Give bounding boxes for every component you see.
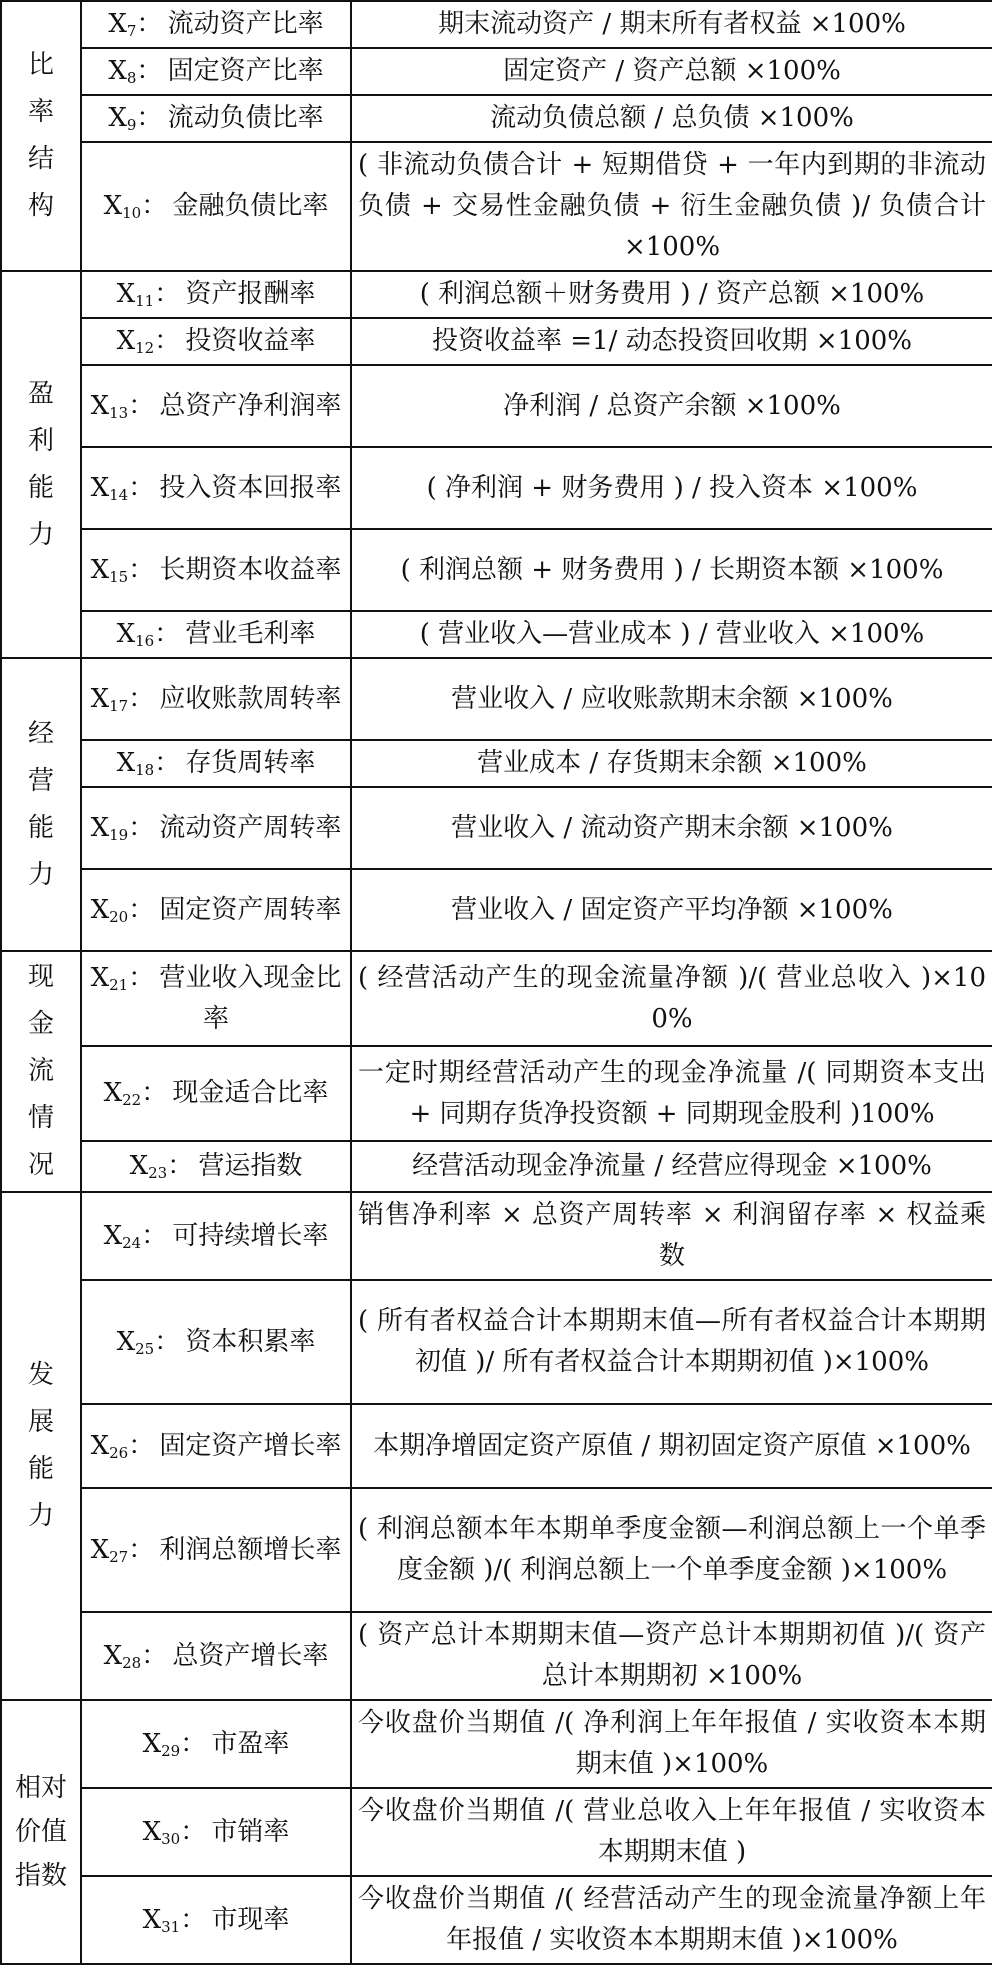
formula-cell: 今收盘价当期值 /( 净利润上年年报值 / 实收资本本期期末值 )×100% [351, 1700, 992, 1788]
indicator-name: 市现率 [211, 1904, 290, 1935]
indicator-name-cell: $X_{23}$： 营运指数 [81, 1141, 351, 1192]
table-row [1, 869, 992, 951]
indicator-name-cell: $X_{10}$： 金融负债比率 [81, 142, 351, 271]
indicator-name: 现金适合比率 [172, 1078, 329, 1109]
table-row [1, 1788, 992, 1876]
indicator-variable: $X_7$ [108, 9, 137, 40]
formula-cell: 本期净增固定资产原值 / 期初固定资产原值 ×100% [351, 1404, 992, 1488]
formula-cell: 净利润 / 总资产余额 ×100% [351, 365, 992, 447]
indicator-variable: $X_{16}$ [116, 619, 155, 650]
indicator-variable: $X_{11}$ [116, 279, 155, 310]
formula-cell: 流动负债总额 / 总负债 ×100% [351, 95, 992, 142]
indicator-name: 流动资产比率 [167, 9, 324, 39]
indicator-name: 流动资产周转率 [159, 812, 342, 843]
indicator-name: 存货周转率 [185, 748, 316, 778]
table-row [1, 1, 992, 48]
indicator-name: 资产报酬率 [185, 279, 316, 309]
table-row [1, 1612, 992, 1700]
formula-cell: 营业收入 / 应收账款期末余额 ×100% [351, 658, 992, 740]
table-row [1, 787, 992, 869]
indicator-variable: $X_{12}$ [116, 326, 155, 357]
category-label: 发展能力 [27, 1360, 54, 1531]
table-row [1, 529, 992, 611]
table-row [1, 48, 992, 95]
indicator-name: 流动负债比率 [167, 103, 324, 133]
indicator-variable: $X_{17}$ [90, 683, 129, 715]
indicator-variable: $X_{31}$ [142, 1904, 181, 1936]
indicator-variable: $X_{30}$ [142, 1816, 181, 1848]
category-label: 现金流情况 [27, 962, 54, 1180]
indicator-name-cell: $X_{13}$： 总资产净利润率 [81, 365, 351, 447]
formula-cell: 销售净利率 × 总资产周转率 × 利润留存率 × 权益乘数 [351, 1192, 992, 1280]
table-row [1, 740, 992, 787]
indicator-name: 应收账款周转率 [159, 683, 342, 714]
indicator-name-cell: $X_{28}$： 总资产增长率 [81, 1612, 351, 1700]
indicator-name: 固定资产比率 [167, 56, 324, 86]
indicator-name: 营业收入现金比率 [159, 962, 342, 1034]
indicator-variable: $X_9$ [108, 103, 137, 134]
indicator-name: 资本积累率 [185, 1326, 316, 1357]
indicator-name: 可持续增长率 [172, 1220, 329, 1251]
formula-cell: 经营活动现金净流量 / 经营应得现金 ×100% [351, 1141, 992, 1192]
indicator-variable: $X_{18}$ [116, 748, 155, 779]
category-cell [1, 271, 81, 658]
indicator-name: 市盈率 [211, 1728, 290, 1759]
table-row [1, 365, 992, 447]
formula-cell: 今收盘价当期值 /( 经营活动产生的现金流量净额上年年报值 / 实收资本本期期末值 )×100% [351, 1876, 992, 1964]
table-row [1, 1404, 992, 1488]
indicator-name-cell: $X_{17}$： 应收账款周转率 [81, 658, 351, 740]
formula-cell: ( 非流动负债合计 + 短期借贷 + 一年内到期的非流动负债 + 交易性金融负债 + 衍生金融负债 )/ 负债合计 ×100% [351, 142, 992, 271]
table-row [1, 1046, 992, 1141]
indicator-name: 投入资本回报率 [159, 472, 342, 503]
indicator-variable: $X_{20}$ [90, 894, 129, 926]
indicator-name-cell: $X_{25}$： 资本积累率 [81, 1280, 351, 1404]
indicator-name-cell: $X_{27}$： 利润总额增长率 [81, 1488, 351, 1612]
indicator-name: 长期资本收益率 [159, 554, 342, 585]
category-cell [1, 1192, 81, 1700]
indicator-name: 固定资产周转率 [159, 894, 342, 925]
table-row [1, 318, 992, 365]
indicator-variable: $X_{26}$ [90, 1430, 129, 1462]
indicator-variable: $X_{19}$ [90, 812, 129, 844]
category-label: 盈利能力 [27, 378, 54, 550]
indicator-variable: $X_{10}$ [103, 191, 142, 222]
category-cell [1, 951, 81, 1192]
indicator-name-cell: $X_{12}$： 投资收益率 [81, 318, 351, 365]
indicator-name-cell: $X_9$： 流动负债比率 [81, 95, 351, 142]
indicator-variable: $X_{27}$ [90, 1534, 129, 1566]
table-row [1, 1876, 992, 1964]
category-cell [1, 1, 81, 271]
category-label: 比率结构 [27, 50, 54, 221]
formula-cell: 营业成本 / 存货期末余额 ×100% [351, 740, 992, 787]
formula-cell: 期末流动资产 / 期末所有者权益 ×100% [351, 1, 992, 48]
table-row [1, 271, 992, 318]
formula-cell: ( 所有者权益合计本期期末值—所有者权益合计本期期初值 )/ 所有者权益合计本期期初值 )×100% [351, 1280, 992, 1404]
indicator-variable: $X_{14}$ [90, 472, 129, 504]
formula-cell: 固定资产 / 资产总额 ×100% [351, 48, 992, 95]
indicator-variable: $X_{13}$ [90, 390, 129, 422]
indicator-name-cell: $X_{21}$： 营业收入现金比率 [81, 951, 351, 1046]
indicator-variable: $X_8$ [108, 56, 137, 87]
formula-cell: 一定时期经营活动产生的现金净流量 /( 同期资本支出 + 同期存货净投资额 + 同期现金股利 )100% [351, 1046, 992, 1141]
category-label: 经营能力 [27, 718, 54, 890]
indicator-variable: $X_{25}$ [116, 1326, 155, 1358]
table-row [1, 1141, 992, 1192]
indicator-name-cell: $X_{30}$： 市销率 [81, 1788, 351, 1876]
table-row [1, 951, 992, 1046]
indicator-name-cell: $X_8$： 固定资产比率 [81, 48, 351, 95]
formula-cell: ( 利润总额＋财务费用 ) / 资产总额 ×100% [351, 271, 992, 318]
indicator-name-cell: $X_{14}$： 投入资本回报率 [81, 447, 351, 529]
formula-cell: ( 利润总额本年本期单季度金额—利润总额上一个单季度金额 )/( 利润总额上一个单季度金额 )×100% [351, 1488, 992, 1612]
indicator-name: 固定资产增长率 [159, 1430, 342, 1461]
indicator-name-cell: $X_{19}$： 流动资产周转率 [81, 787, 351, 869]
formula-cell: 营业收入 / 固定资产平均净额 ×100% [351, 869, 992, 951]
formula-cell: 投资收益率 =1/ 动态投资回收期 ×100% [351, 318, 992, 365]
table-row [1, 1192, 992, 1280]
indicator-name: 营业毛利率 [185, 619, 316, 649]
indicator-name-cell: $X_{24}$： 可持续增长率 [81, 1192, 351, 1280]
indicator-variable: $X_{28}$ [103, 1640, 142, 1672]
indicator-variable: $X_{15}$ [90, 554, 129, 586]
table-row [1, 1488, 992, 1612]
indicator-name-cell: $X_{26}$： 固定资产增长率 [81, 1404, 351, 1488]
formula-cell: ( 利润总额 + 财务费用 ) / 长期资本额 ×100% [351, 529, 992, 611]
indicator-name: 利润总额增长率 [159, 1534, 342, 1565]
table-row [1, 658, 992, 740]
indicator-name: 总资产净利润率 [159, 390, 342, 421]
category-label: 相对价值指数 [14, 1773, 67, 1891]
indicator-variable: $X_{24}$ [103, 1220, 142, 1252]
indicator-variable: $X_{21}$ [90, 962, 129, 994]
formula-cell: 营业收入 / 流动资产期末余额 ×100% [351, 787, 992, 869]
formula-cell: ( 净利润 + 财务费用 ) / 投入资本 ×100% [351, 447, 992, 529]
table-row [1, 142, 992, 271]
table-row [1, 95, 992, 142]
indicator-name-cell: $X_{29}$： 市盈率 [81, 1700, 351, 1788]
table-row [1, 611, 992, 658]
indicator-name-cell: $X_{31}$： 市现率 [81, 1876, 351, 1964]
formula-cell: 今收盘价当期值 /( 营业总收入上年年报值 / 实收资本本期期末值 ) [351, 1788, 992, 1876]
indicator-name-cell: $X_{16}$： 营业毛利率 [81, 611, 351, 658]
indicator-name: 营运指数 [198, 1151, 303, 1182]
table-row [1, 1280, 992, 1404]
category-cell [1, 1700, 81, 1964]
table-row [1, 447, 992, 529]
formula-cell: ( 经营活动产生的现金流量净额 )/( 营业总收入 )×100% [351, 951, 992, 1046]
table-row [1, 1700, 992, 1788]
formula-cell: ( 营业收入—营业成本 ) / 营业收入 ×100% [351, 611, 992, 658]
indicator-name-cell: $X_{11}$： 资产报酬率 [81, 271, 351, 318]
category-cell [1, 658, 81, 951]
indicator-name: 总资产增长率 [172, 1640, 329, 1671]
indicator-name-cell: $X_{22}$： 现金适合比率 [81, 1046, 351, 1141]
indicator-name-cell: $X_7$： 流动资产比率 [81, 1, 351, 48]
indicator-name: 市销率 [211, 1816, 290, 1847]
indicator-name-cell: $X_{15}$： 长期资本收益率 [81, 529, 351, 611]
indicator-name: 金融负债比率 [172, 191, 329, 221]
indicator-variable: $X_{23}$ [129, 1151, 168, 1183]
indicator-name-cell: $X_{20}$： 固定资产周转率 [81, 869, 351, 951]
indicator-name-cell: $X_{18}$： 存货周转率 [81, 740, 351, 787]
indicator-variable: $X_{22}$ [103, 1078, 142, 1110]
indicator-name: 投资收益率 [185, 326, 316, 356]
table-body [1, 1, 992, 1964]
indicator-variable: $X_{29}$ [142, 1728, 181, 1760]
formula-cell: ( 资产总计本期期末值—资产总计本期期初值 )/( 资产总计本期期初 ×100% [351, 1612, 992, 1700]
